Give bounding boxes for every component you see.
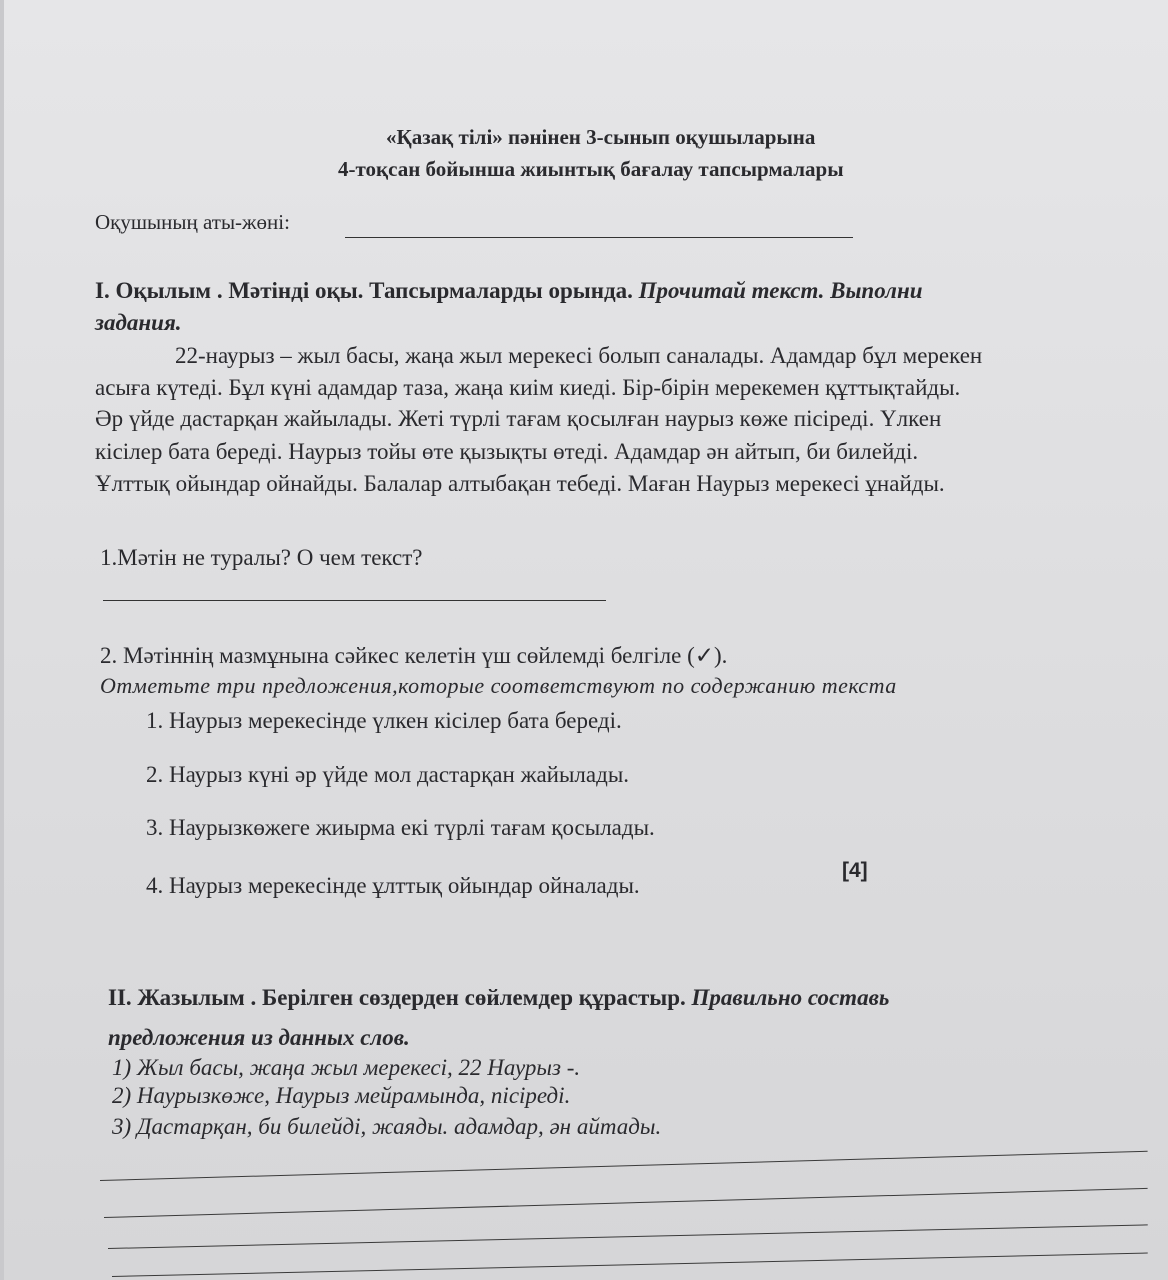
title-line-1: «Қазақ тілі» пәнінен 3-сынып оқушыларына xyxy=(386,125,816,149)
reading-text-line: кісілер бата береді. Наурыз тойы өте қызықты өтеді. Адамдар ән айтып, би билейді. xyxy=(95,439,919,464)
answer-option[interactable]: 3. Наурызкөжеге жиырма екі түрлі тағам қосылады. xyxy=(146,815,655,840)
page-edge xyxy=(0,0,4,1280)
answer-option[interactable]: 4. Наурыз мерекесінде ұлттық ойындар ойналады. xyxy=(146,873,640,898)
section2-heading xyxy=(108,985,889,1011)
section1-heading-ru: Прочитай текст. Выполни xyxy=(638,278,923,303)
reading-text-line: асыға күтеді. Бұл күні адамдар таза, жаңа киім киеді. Бір-бірін мерекемен құттықтайды. xyxy=(95,375,961,400)
writing-item: 2) Наурызкөже, Наурыз мейрамында, пісіреді. xyxy=(112,1083,571,1108)
writing-answer-line[interactable] xyxy=(112,1252,1148,1277)
answer-option[interactable]: 1. Наурыз мерекесінде үлкен кісілер бата береді. xyxy=(146,708,622,733)
writing-item: 3) Дастарқан, би билейді, жаяды. адамдар, ән айтады. xyxy=(112,1114,662,1139)
student-name-label: Оқушының аты-жөні: xyxy=(95,210,290,234)
writing-answer-line[interactable] xyxy=(100,1151,1148,1181)
reading-text-line: 22-наурыз – жыл басы, жаңа жыл мерекесі болып саналады. Адамдар бұл мерекен xyxy=(175,343,983,368)
question-1: 1.Мәтін не туралы? О чем текст? xyxy=(100,545,423,570)
question-2-ru: Отметьте три предложения,которые соответствуют по содержанию текста xyxy=(100,673,897,698)
section2-heading-kz: II. Жазылым . Берілген сөздерден сөйлемдер құрастыр. xyxy=(108,985,686,1010)
score-badge: [4] xyxy=(842,859,868,882)
writing-answer-line[interactable] xyxy=(108,1224,1148,1249)
writing-item: 1) Жыл басы, жаңа жыл мерекесі, 22 Наурыз -. xyxy=(112,1055,581,1080)
writing-answer-line[interactable] xyxy=(104,1188,1148,1218)
title-line-2: 4-тоқсан бойынша жиынтық бағалау тапсырмалары xyxy=(338,157,844,181)
reading-text-line: Ұлттық ойындар ойнайды. Балалар алтыбақан тебеді. Маған Наурыз мерекесі ұнайды. xyxy=(95,471,945,496)
student-name-blank[interactable] xyxy=(345,237,853,238)
section1-heading-ru-cont: задания. xyxy=(95,310,182,335)
section2-heading-ru: Правильно составь xyxy=(691,985,890,1010)
section2-heading-ru-cont: предложения из данных слов. xyxy=(108,1025,410,1050)
question-2-kz: 2. Мәтіннің мазмұнына сәйкес келетін үш сөйлемді белгіле (✓). xyxy=(100,643,728,668)
reading-text-line: Әр үйде дастарқан жайылады. Жеті түрлі тағам қосылған наурыз көже пісіреді. Үлкен xyxy=(95,406,942,431)
section1-heading xyxy=(95,278,923,304)
question-1-answer-blank[interactable] xyxy=(103,600,606,601)
section1-heading-kz: I. Оқылым . Мәтінді оқы. Тапсырмаларды орында. xyxy=(95,278,633,303)
answer-option[interactable]: 2. Наурыз күні әр үйде мол дастарқан жайылады. xyxy=(146,762,630,787)
